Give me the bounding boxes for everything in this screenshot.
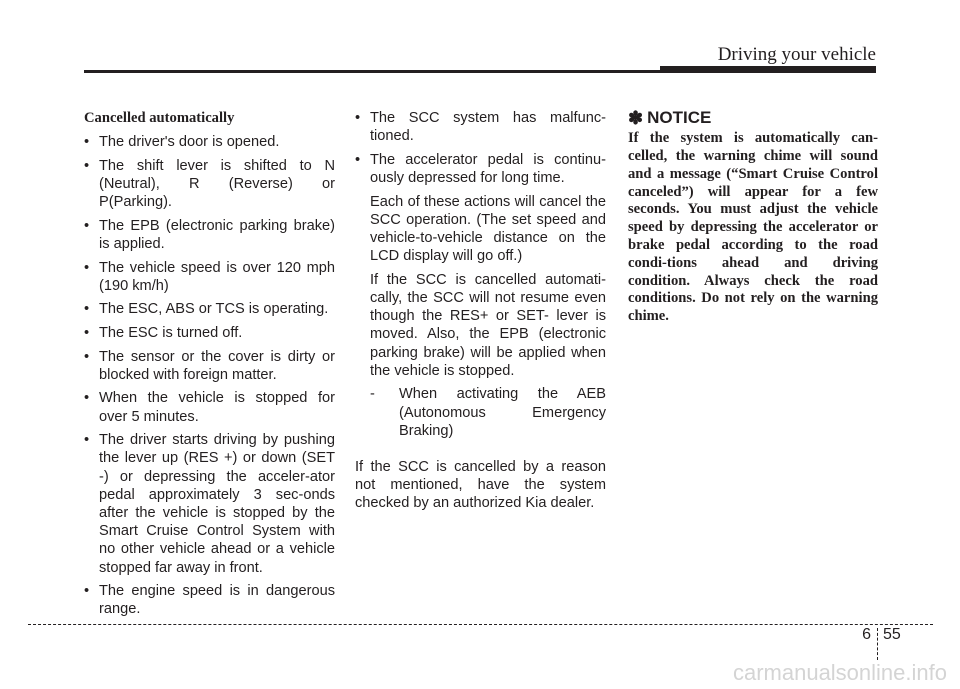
list-item: • The accelerator pedal is continu-ously depressed for long time.	[355, 151, 606, 186]
bullet-icon: •	[84, 583, 90, 600]
bullet-icon: •	[84, 301, 90, 318]
page-number-separator	[877, 628, 878, 660]
bullet-icon: •	[84, 324, 90, 341]
header-rule	[84, 70, 660, 73]
cancel-conditions-list-continued	[355, 109, 606, 187]
bullet-icon: •	[355, 151, 361, 168]
list-item: • The SCC system has malfunc-tioned.	[355, 110, 606, 145]
bullet-icon: •	[84, 157, 90, 174]
list-item: • The engine speed is in dangerous range.	[84, 583, 335, 618]
notice-body: If the system is automatically can-celled, the warning chime will sound and a message (“Smart Cruise Control canceled”) will appear for a few seconds. You must adjust the vehicle speed by depressing the accelerator or brake pedal according to the road condi-tions ahead and driving condition. Always check the road conditions. Do not rely on the warning chime.	[628, 130, 878, 325]
dash-icon: -	[370, 386, 375, 403]
bullet-icon: •	[84, 432, 90, 449]
footer-rule	[28, 624, 933, 625]
notice-box	[628, 109, 878, 326]
column-1	[84, 109, 335, 624]
chapter-number: 6	[862, 626, 871, 643]
list-item: • The driver's door is opened.	[84, 134, 280, 151]
bullet-icon: •	[84, 134, 90, 151]
list-item: • The shift lever is shifted to N (Neutral), R (Reverse) or P(Parking).	[84, 157, 335, 211]
dash-list-item: - When activating the AEB (Autonomous Emergency Braking)	[370, 386, 606, 439]
asterisk-icon: ✽	[628, 108, 644, 128]
bullet-icon: •	[355, 110, 361, 126]
section-header-title: Driving your vehicle	[717, 44, 876, 65]
cancel-effect-paragraph: Each of these actions will cancel the SCC operation. (The set speed and vehicle-to-vehicle distance on the LCD display will go off.)	[370, 193, 606, 265]
auto-cancel-paragraph: If the SCC is cancelled automati-cally, the SCC will not resume even though the RES+ or SET- lever is moved. Also, the EPB (electronic parking brake) will be applied when the vehicle is stopped.	[370, 271, 606, 379]
list-item: • The ESC, ABS or TCS is operating.	[84, 301, 329, 318]
list-item: • The driver starts driving by pushing the lever up (RES +) or down (SET -) or depressing the acceler-ator pedal approximately 3 sec-onds after the vehicle is stopped by the Smart Cruise Control System with no other vehicle ahead or a vehicle stopped far away in front.	[84, 432, 335, 576]
bullet-icon: •	[84, 348, 90, 365]
list-item: • The vehicle speed is over 120 mph (190 km/h)	[84, 259, 335, 294]
page-number: 55	[883, 626, 901, 643]
bullet-icon: •	[84, 217, 90, 234]
list-item: • The ESC is turned off.	[84, 324, 243, 341]
notice-title-text: NOTICE	[647, 108, 712, 127]
column-2	[355, 109, 606, 521]
bullet-icon: •	[84, 259, 90, 276]
list-item: • The sensor or the cover is dirty or blocked with foreign matter.	[84, 348, 335, 383]
list-item: • When the vehicle is stopped for over 5 minutes.	[84, 390, 335, 425]
section-heading: Cancelled automatically	[84, 110, 235, 126]
watermark: carmanualsonline.info	[732, 660, 947, 685]
notice-title	[628, 109, 878, 127]
cancel-conditions-list	[84, 133, 335, 618]
dealer-paragraph: If the SCC is cancelled by a reason not mentioned, have the system checked by an authorized Kia dealer.	[355, 459, 606, 512]
header-rule-thick	[660, 66, 876, 73]
list-item: • The EPB (electronic parking brake) is applied.	[84, 217, 335, 252]
bullet-icon: •	[84, 390, 90, 407]
